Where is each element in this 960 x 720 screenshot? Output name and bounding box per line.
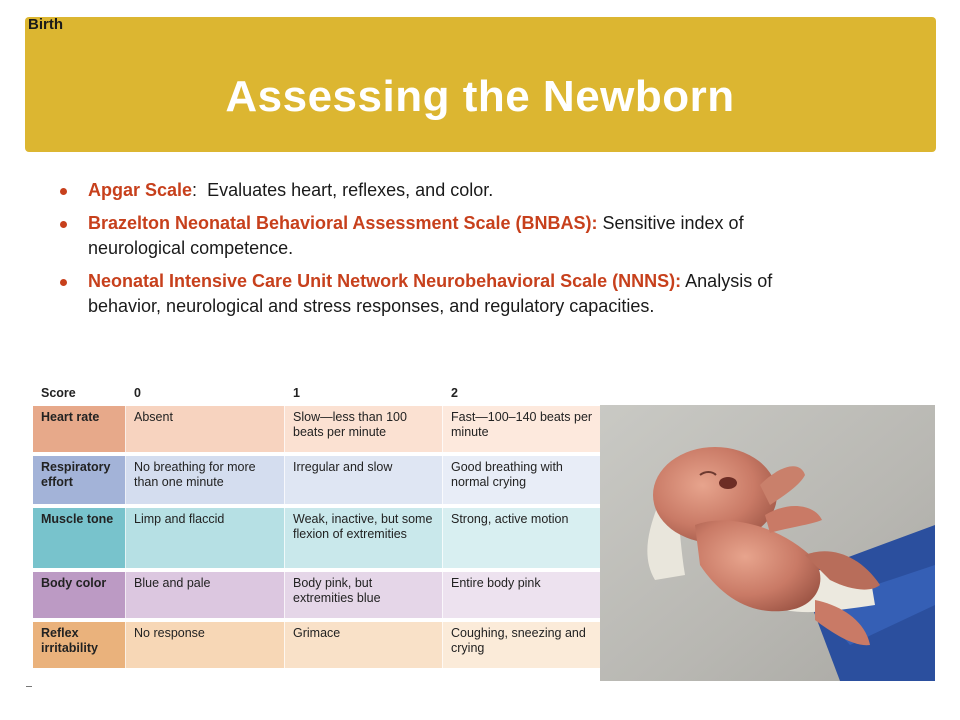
bullet-text: Sensitive index of neurological competence. xyxy=(88,213,744,258)
table-row xyxy=(33,456,601,504)
score-1-cell: Body pink, but extremities blue xyxy=(285,572,443,618)
apgar-table xyxy=(33,382,601,672)
footer-mark xyxy=(26,686,32,687)
score-2-cell: Good breathing with normal crying xyxy=(443,456,601,504)
row-label: Reflex irritability xyxy=(33,622,126,668)
header-cell: 0 xyxy=(126,382,285,406)
newborn-photo xyxy=(600,405,935,681)
score-2-cell: Strong, active motion xyxy=(443,508,601,568)
table-row xyxy=(33,508,601,568)
bullet-text: Evaluates heart, reflexes, and color. xyxy=(197,180,494,200)
header-cell: 2 xyxy=(451,386,458,400)
score-2-cell: Fast—100–140 beats per minute xyxy=(443,406,601,452)
score-1-cell: Slow—less than 100 beats per minute xyxy=(285,406,443,452)
score-2-cell: Coughing, sneezing and crying xyxy=(443,622,601,668)
score-1-cell: Grimace xyxy=(285,622,443,668)
bullet-apgar xyxy=(60,178,800,203)
score-1-cell: Irregular and slow xyxy=(285,456,443,504)
section-label: Birth xyxy=(28,16,63,33)
score-0-cell: No response xyxy=(126,622,285,668)
bullet-term: Brazelton Neonatal Behavioral Assessment Scale (BNBAS): xyxy=(88,213,598,233)
bullet-dot-icon xyxy=(60,221,67,228)
table-row xyxy=(33,406,601,452)
table-row xyxy=(33,622,601,668)
score-0-cell: Absent xyxy=(126,406,285,452)
header-cell: Score xyxy=(33,382,126,406)
table-header-row xyxy=(33,382,601,406)
bullet-nnns xyxy=(60,269,800,319)
score-0-cell: No breathing for more than one minute xyxy=(126,456,285,504)
bullet-separator: : xyxy=(192,180,198,200)
header-cell: 1 xyxy=(285,382,443,406)
bullet-dot-icon xyxy=(60,279,67,286)
bullet-bnbas xyxy=(60,211,800,261)
score-0-cell: Limp and flaccid xyxy=(126,508,285,568)
row-label: Heart rate xyxy=(33,406,126,452)
score-2-cell: Entire body pink xyxy=(443,572,601,618)
score-0-cell: Blue and pale xyxy=(126,572,285,618)
bullet-list xyxy=(60,178,800,327)
table-row xyxy=(33,572,601,618)
bullet-term: Neonatal Intensive Care Unit Network Neurobehavioral Scale (NNNS): xyxy=(88,271,682,291)
row-label: Respiratory effort xyxy=(33,456,126,504)
row-label: Body color xyxy=(33,572,126,618)
bullet-term: Apgar Scale xyxy=(88,180,193,200)
slide-title: Assessing the Newborn xyxy=(225,72,735,121)
bullet-text: Analysis of behavior, neurological and stress responses, and regulatory capacities. xyxy=(88,271,773,316)
row-label: Muscle tone xyxy=(33,508,126,568)
score-1-cell: Weak, inactive, but some flexion of extremities xyxy=(285,508,443,568)
bullet-dot-icon xyxy=(60,188,67,195)
